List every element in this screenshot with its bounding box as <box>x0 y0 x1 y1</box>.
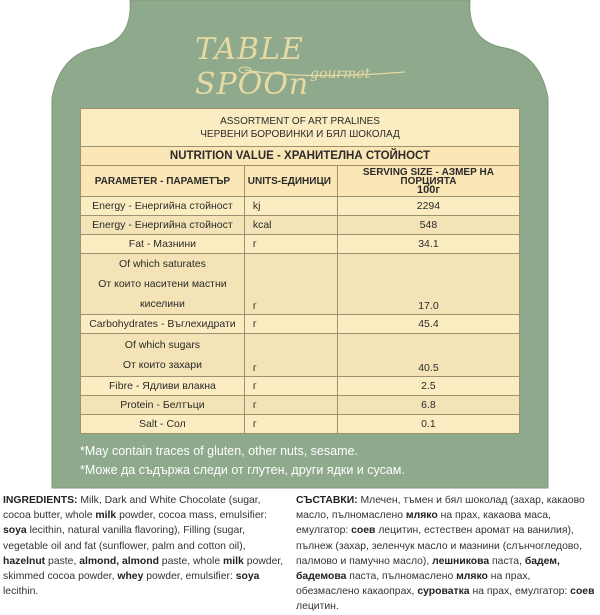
table-spoon-logo <box>185 30 415 102</box>
row-unit: г <box>244 377 337 396</box>
ingredients-text: Milk, Dark and White Chocolate (sugar, cocoa butter, whole <box>3 495 261 522</box>
ingredients-text: Млечен, тъмен и бял шоколад (захар, какаово масло, пълномаслено <box>296 495 585 522</box>
row-unit: г <box>244 235 337 254</box>
ingredients-bg <box>296 493 596 615</box>
ingredients-text: на прах, емулгатор: <box>469 586 571 598</box>
row-value: 2.5 <box>337 377 519 396</box>
logo-main-text: TABLE SPOOn <box>195 32 310 102</box>
header-parameter: PARAMETER - ПАРАМЕТЪР <box>81 166 245 197</box>
ingredients-text: паста, пълномаслено <box>346 571 457 583</box>
row-parameter <box>81 254 245 315</box>
allergen-highlight: соев <box>570 586 595 598</box>
allergen-highlight: мляко <box>405 510 438 522</box>
table-header-row <box>81 166 520 197</box>
ingredients-text: на прах, какаова маса, емулгатор: <box>296 510 551 537</box>
row-parameter-bg: От които захари <box>122 359 202 371</box>
row-parameter <box>81 334 245 377</box>
row-value: 0.1 <box>337 415 519 434</box>
product-title-en: ASSORTMENT OF ART PRALINES <box>220 115 380 127</box>
ingredients-text: lecithin. <box>3 586 39 598</box>
ingredients-text: powder, cocoa mass, emulsifier: <box>116 510 267 522</box>
table-row <box>81 254 520 315</box>
table-row <box>81 377 520 396</box>
table-row <box>81 216 520 235</box>
allergen-notes <box>80 442 520 480</box>
row-parameter: Fat - Мазнини <box>81 235 245 254</box>
nutrition-table-container <box>80 108 520 434</box>
table-row <box>81 235 520 254</box>
row-value: 6.8 <box>337 396 519 415</box>
allergen-highlight: суроватка <box>417 586 470 598</box>
ingredients-text: паста, <box>489 555 525 567</box>
allergen-highlight: soya <box>235 571 260 583</box>
header-serving <box>337 166 519 197</box>
row-unit: kcal <box>244 216 337 235</box>
row-unit: г <box>244 415 337 434</box>
row-value: 45.4 <box>337 315 519 334</box>
ingredients-label: СЪСТАВКИ: <box>296 495 358 506</box>
logo-sub-text: gourmet <box>310 66 371 82</box>
ingredients-text: на прах, обезмаслено какаопрах, <box>296 571 531 598</box>
serving-size-label: SERVING SIZE - АЗМЕР НА ПОРЦИЯТА <box>362 166 494 187</box>
row-parameter: Energy - Енергийна стойност <box>81 216 245 235</box>
allergen-highlight: milk <box>95 510 117 522</box>
product-title-bg: ЧЕРВЕНИ БОРОВИНКИ И БЯЛ ШОКОЛАД <box>200 128 400 140</box>
ingredients-en <box>3 493 286 599</box>
row-parameter-en: Of which saturates <box>118 258 206 270</box>
serving-size-value: 100г <box>416 183 440 196</box>
row-parameter: Energy - Енергийна стойност <box>81 197 245 216</box>
ingredients-text: lecithin, natural vanilla flavoring), Filling (sugar, vegetable oil and fat (sunflower, palm and cotton oil), <box>3 525 246 552</box>
allergen-highlight: hazelnut <box>3 555 46 567</box>
allergen-highlight: whey <box>117 571 144 583</box>
allergen-highlight: соев <box>351 525 376 537</box>
ingredients-text: paste, <box>45 555 80 567</box>
row-value: 34.1 <box>337 235 519 254</box>
allergen-highlight: milk <box>223 555 244 567</box>
allergen-note-bg: *Може да съдържа следи от глутен, други ядки и сусам. <box>80 463 405 477</box>
allergen-highlight: бадем, бадемова <box>296 555 560 583</box>
product-title-cell <box>81 109 520 147</box>
row-parameter-en: Of which sugars <box>124 339 201 351</box>
ingredients-text: powder, emulsifier: <box>143 571 236 583</box>
row-unit: kj <box>244 197 337 216</box>
row-parameter: Protein - Белтъци <box>81 396 245 415</box>
row-parameter-bg: От които наситени мастни киселини <box>98 278 227 310</box>
nutrition-table <box>80 108 520 434</box>
ingredients-text: powder, skimmed cocoa powder, <box>3 555 284 583</box>
row-unit: г <box>244 334 337 377</box>
table-row <box>81 334 520 377</box>
row-unit: г <box>244 315 337 334</box>
allergen-highlight: лешникова <box>432 555 490 567</box>
row-value: 40.5 <box>337 334 519 377</box>
allergen-highlight: almond, almond <box>79 555 159 567</box>
allergen-highlight: мляко <box>456 571 488 583</box>
allergen-highlight: soya <box>3 525 27 537</box>
ingredients-text: paste, whole <box>158 555 224 567</box>
row-parameter: Salt - Сол <box>81 415 245 434</box>
allergen-note-en: *May contain traces of gluten, other nuts, sesame. <box>80 444 358 458</box>
row-value: 17.0 <box>337 254 519 315</box>
row-parameter: Fibre - Ядливи влакна <box>81 377 245 396</box>
ingredients-text: лецитин. <box>296 601 339 613</box>
row-value: 548 <box>337 216 519 235</box>
row-parameter: Carbohydrates - Въглехидрати <box>81 315 245 334</box>
row-value: 2294 <box>337 197 519 216</box>
spoon-icon <box>185 30 415 95</box>
table-row <box>81 415 520 434</box>
nutrition-heading: NUTRITION VALUE - ХРАНИТЕЛНА СТОЙНОСТ <box>81 147 520 166</box>
table-row <box>81 197 520 216</box>
header-units: UNITS-ЕДИНИЦИ <box>244 166 337 197</box>
row-unit: г <box>244 254 337 315</box>
table-row <box>81 396 520 415</box>
table-row <box>81 315 520 334</box>
ingredients-text: лецитин, естествен аромат на ванилия), пълнеж (захар, зеленчук масло и мазнини (слънчогледово, палмово и памучно масло), <box>296 525 582 567</box>
row-unit: г <box>244 396 337 415</box>
ingredients-label: INGREDIENTS: <box>3 495 78 506</box>
